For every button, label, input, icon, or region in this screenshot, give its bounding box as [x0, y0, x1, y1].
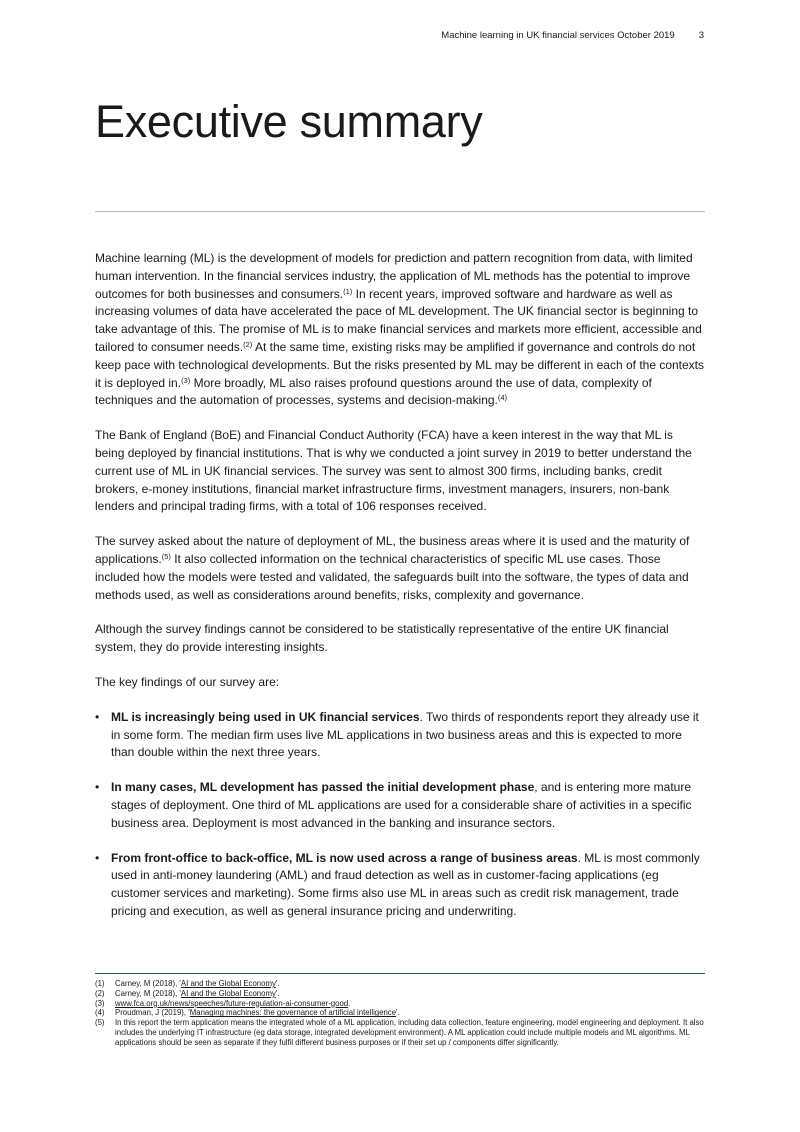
footnote-text: . [348, 998, 351, 1008]
finding-heading: ML is increasingly being used in UK financial services [111, 709, 420, 724]
finding-text: . ML is most commonly used in anti-money laundering (AML) and fraud detection as well as in customer-facing applications (eg customer services and marketing). Some firms also use ML in areas such as credit risk management, trade pricing and execution, as well as general insurance pricing and underwriting. [111, 850, 700, 918]
footnote-number: (1) [95, 979, 105, 988]
footnote-number: (2) [95, 988, 105, 998]
footnote-text: In this report the term application means the integrated whole of a ML application, including data collection, feature engineering, model engineering and deployment. It also includes the underlying IT infrastructure (eg data storage, integrated development environment). A ML application could include multiple models and ML algorithms. ML applications should be seen as separate if they fulfil different business purposes or if their set up / components differ significantly. [115, 1018, 704, 1047]
footnote-ref-4[interactable]: (4) [497, 393, 508, 403]
footnote-item [95, 999, 705, 1009]
footnote-text: '. [275, 988, 280, 998]
paragraph-text: The survey asked about the nature of deployment of ML, the business areas where it is used and the maturity of applications. [95, 534, 690, 566]
finding-text: , and is entering more mature stages of deployment. One third of ML applications are used for a considerable share of activities in a specific business area. Deployment is most advanced in the banking and insurance sectors. [111, 780, 692, 830]
footnote-number: (5) [95, 1018, 105, 1028]
footnote-ref-2[interactable]: (2) [243, 339, 253, 349]
paragraph-intro [95, 250, 705, 410]
footnote-text: Carney, M (2018), ' [115, 988, 181, 998]
footnote-link[interactable]: Managing machines: the governance of artificial intelligence [189, 1008, 397, 1018]
footnote-number: (3) [95, 998, 105, 1008]
footnote-text: Proudman, J (2019), ' [115, 1008, 190, 1018]
paragraph-text: It also collected information on the technical characteristics of specific ML use cases. Those included how the models were tested and validated, the safeguards built into the software, the types of data and methods used, as well as considerations around benefits, risks, complexity and governance. [95, 551, 689, 602]
finding-text: . Two thirds of respondents report they already use it in some form. The median firm uses live ML applications in two business areas and this is expected to more than double within the next three years. [111, 709, 699, 760]
footnote-item [95, 1018, 705, 1047]
bullet-icon: • [95, 709, 100, 724]
finding-heading: In many cases, ML development has passed the initial development phase [111, 780, 535, 795]
footnote-item [95, 989, 705, 999]
bullet-icon: • [95, 850, 100, 865]
body-content [95, 250, 705, 938]
footnote-link[interactable]: AI and the Global Economy [180, 979, 276, 988]
footnote-number: (4) [95, 1008, 105, 1018]
footnote-item [95, 1008, 705, 1018]
paragraph-caveat: Although the survey findings cannot be considered to be statistically representative of the entire UK financial system, they do provide interesting insights. [95, 622, 669, 655]
running-title: Machine learning in UK financial services October 2019 [441, 30, 675, 41]
footnotes [95, 979, 705, 1048]
footnote-link[interactable]: AI and the Global Economy [180, 988, 276, 998]
paragraph-text: In recent years, improved software and hardware as well as increasing volumes of data have accelerated the pace of ML development. The UK financial sector is beginning to take advantage of this. The promise of ML is to make financial services and markets more efficient, accessible and tailored to consumer needs. [95, 286, 702, 354]
footnote-ref-3[interactable]: (3) [181, 375, 191, 385]
running-header [441, 30, 704, 41]
key-findings-list [95, 709, 705, 921]
page-title: Executive summary [95, 96, 483, 147]
footnote-link[interactable]: www.fca.org.uk/news/speeches/future-regulation-ai-consumer-good [115, 998, 349, 1008]
list-item [95, 709, 705, 762]
finding-heading: From front-office to back-office, ML is now used across a range of business areas [111, 850, 578, 865]
list-item [95, 779, 705, 832]
title-divider [95, 211, 705, 212]
footnote-ref-1[interactable]: (1) [343, 286, 353, 296]
page-number: 3 [698, 30, 704, 41]
paragraph-text: More broadly, ML also raises profound questions around the use of data, complexity of techniques and the automation of processes, systems and decision-making. [95, 375, 652, 408]
footnote-ref-5[interactable]: (5) [161, 551, 171, 561]
footnote-item [95, 979, 705, 989]
bullet-icon: • [95, 780, 100, 795]
paragraph-text: Machine learning (ML) is the development of models for prediction and pattern recognition from data, with limited human intervention. In the financial services industry, the application of ML methods has the potential to improve outcomes for both businesses and consumers. [95, 251, 693, 301]
footnote-text: '. [396, 1008, 400, 1018]
list-item [95, 850, 705, 921]
paragraph-key-findings-intro: The key findings of our survey are: [95, 674, 280, 689]
footnote-text: Carney, M (2018), ' [115, 979, 181, 988]
paragraph-text: At the same time, existing risks may be amplified if governance and controls do not keep pace with technological developments. But the risks presented by ML may be different in each of the contexts it is deployed in. [95, 339, 705, 390]
footnote-text: '. [275, 979, 280, 988]
footnote-divider [95, 973, 705, 974]
paragraph-survey: The Bank of England (BoE) and Financial Conduct Authority (FCA) have a keen interest in the way that ML is being deployed by financial institutions. That is why we conducted a joint survey in 2019 to better understand the current use of ML in UK financial services. The survey was sent to almost 300 firms, including banks, credit brokers, e-money institutions, financial market infrastructure firms, investment managers, insurers, non-bank lenders and principal trading firms, with a total of 106 responses received. [95, 428, 692, 514]
paragraph-scope [95, 533, 705, 604]
